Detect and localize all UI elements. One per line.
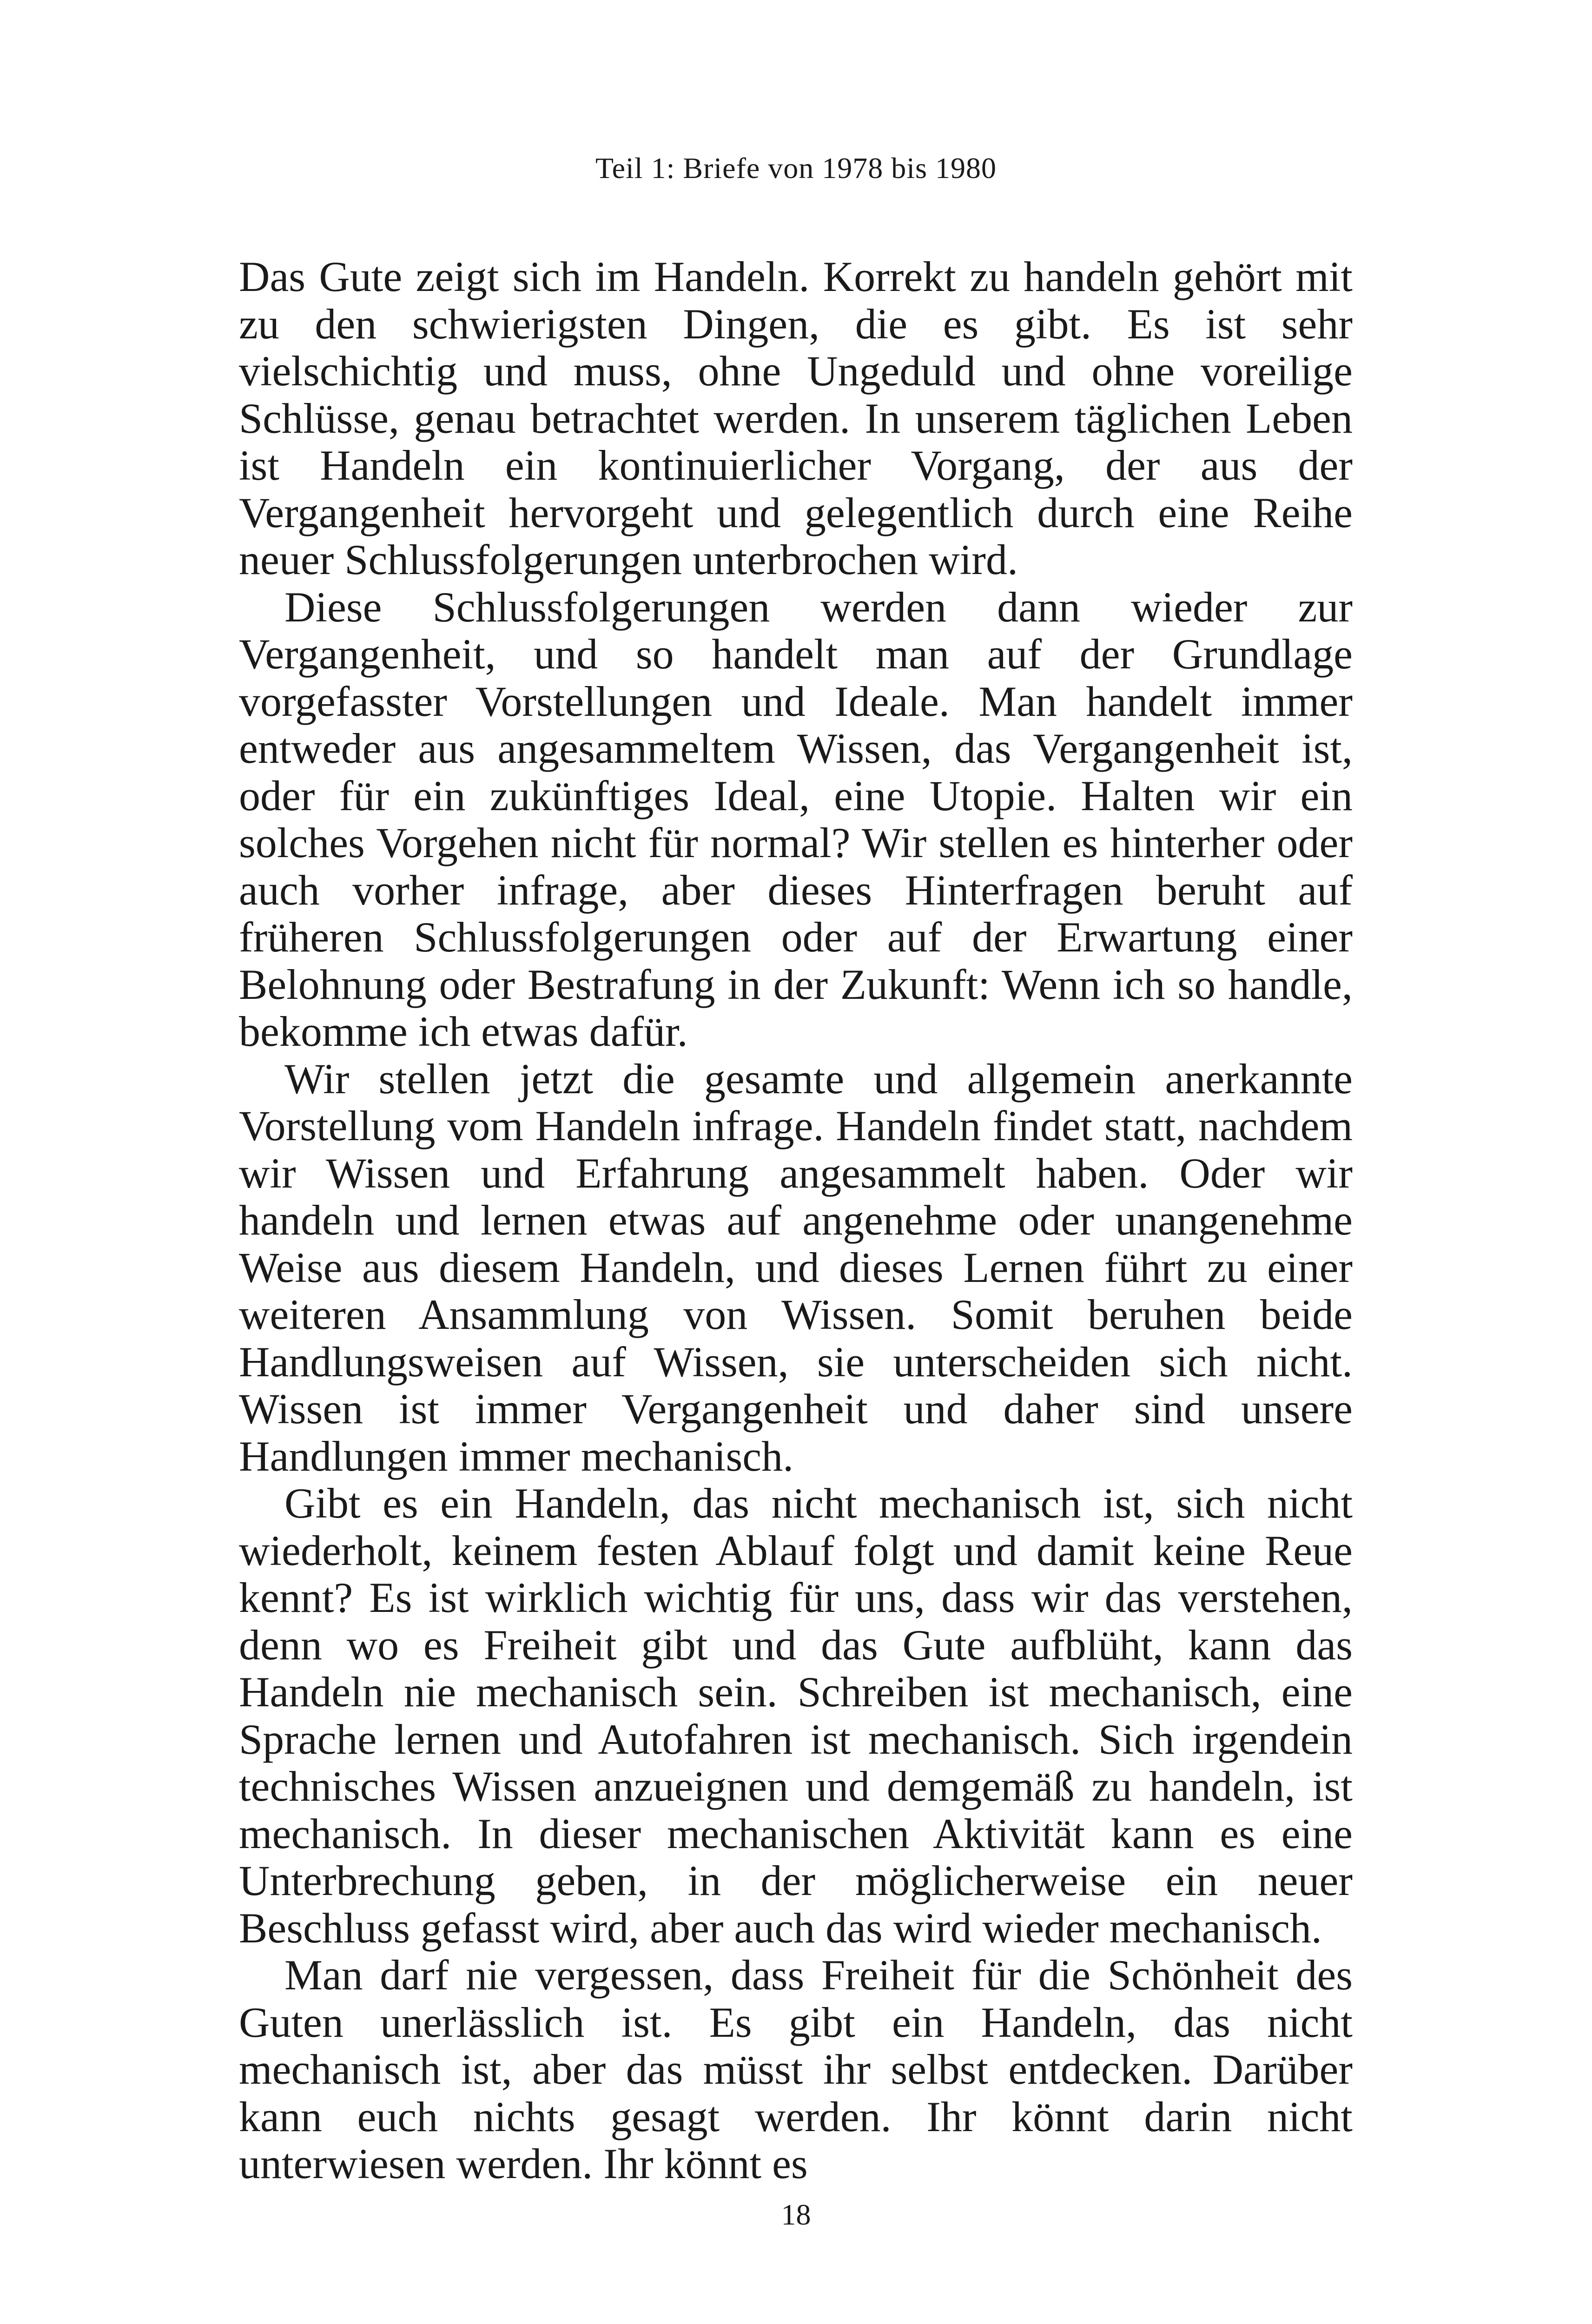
running-header: Teil 1: Briefe von 1978 bis 1980 xyxy=(595,152,997,185)
paragraph: Wir stellen jetzt die gesamte und allgemein anerkannte Vorstellung vom Handeln infrage. Handeln findet statt, nachdem wir Wissen und Erfahrung angesammelt haben. Oder wir handeln und lernen etwas auf angenehme oder unangenehme Weise aus diesem Handeln, und dieses Lernen führt zu einer weiteren Ansammlung von Wissen. Somit beruhen beide Handlungsweisen auf Wissen, sie unterscheiden sich nicht. Wissen ist immer Vergangenheit und daher sind unsere Handlungen immer mechanisch. xyxy=(239,1055,1353,1480)
paragraph: Man darf nie vergessen, dass Freiheit für die Schönheit des Guten unerlässlich ist. Es gibt ein Handeln, das nicht mechanisch ist, aber das müsst ihr selbst entdecken. Darüber kann euch nichts gesagt werden. Ihr könnt darin nicht unterwiesen werden. Ihr könnt es xyxy=(239,1951,1353,2187)
page-number: 18 xyxy=(781,2198,811,2231)
body-text xyxy=(239,253,1353,2188)
paragraph: Gibt es ein Handeln, das nicht mechanisch ist, sich nicht wiederholt, keinem festen Ablauf folgt und damit keine Reue kennt? Es ist wirklich wichtig für uns, dass wir das verstehen, denn wo es Freiheit gibt und das Gute aufblüht, kann das Handeln nie mechanisch sein. Schreiben ist mechanisch, eine Sprache lernen und Autofahren ist mechanisch. Sich irgendein technisches Wissen anzueignen und demgemäß zu handeln, ist mechanisch. In dieser mechanischen Aktivität kann es eine Unterbrechung geben, in der möglicherweise ein neuer Beschluss gefasst wird, aber auch das wird wieder mechanisch. xyxy=(239,1479,1353,1952)
paragraph: Das Gute zeigt sich im Handeln. Korrekt zu handeln gehört mit zu den schwierigsten Dingen, die es gibt. Es ist sehr vielschichtig und muss, ohne Ungeduld und ohne voreilige Schlüsse, genau betrachtet werden. In unserem täglichen Leben ist Handeln ein kontinuierlicher Vorgang, der aus der Vergangenheit hervorgeht und gelegentlich durch eine Reihe neuer Schlussfolgerungen unterbrochen wird. xyxy=(239,253,1353,583)
paragraph: Diese Schlussfolgerungen werden dann wieder zur Vergangenheit, und so handelt man auf der Grundlage vorgefasster Vorstellungen und Ideale. Man handelt immer entweder aus angesammeltem Wissen, das Vergangenheit ist, oder für ein zukünftiges Ideal, eine Utopie. Halten wir ein solches Vorgehen nicht für normal? Wir stellen es hinterher oder auch vorher infrage, aber dieses Hinterfragen beruht auf früheren Schlussfolgerungen oder auf der Erwartung einer Belohnung oder Bestrafung in der Zukunft: Wenn ich so handle, bekomme ich etwas dafür. xyxy=(239,583,1353,1055)
